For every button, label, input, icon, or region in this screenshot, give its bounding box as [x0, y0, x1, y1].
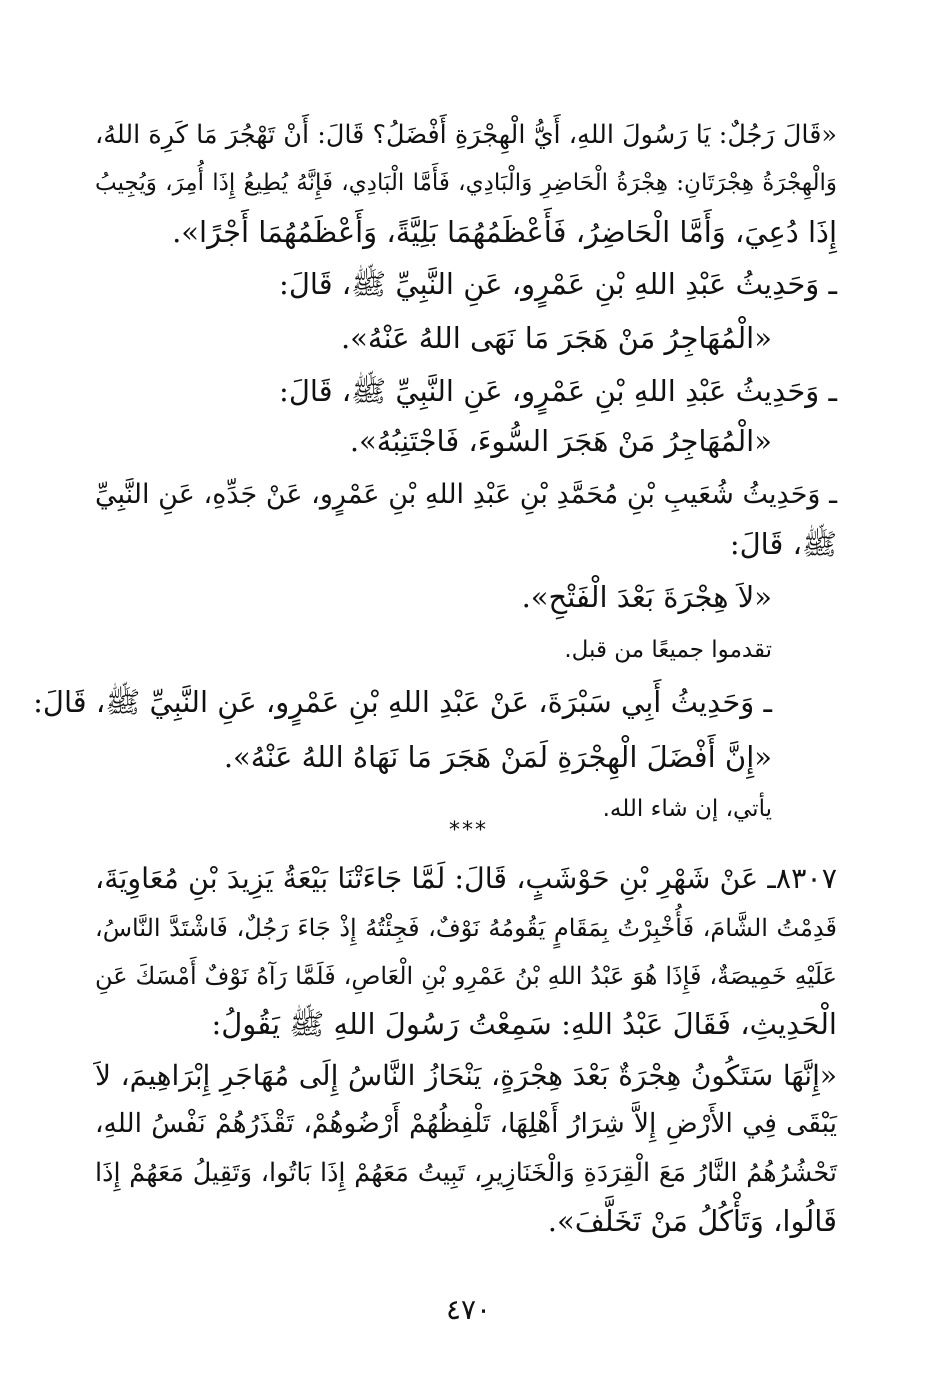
- narration-line: ﷺ، قَالَ:: [729, 527, 837, 561]
- hadith-text-line: قَالُوا، وَتَأْكُلُ مَنْ تَخَلَّفَ».: [547, 1204, 837, 1238]
- editor-note: يأتي، إن شاء الله.: [602, 796, 772, 822]
- narration-line: ـ وَحَدِيثُ أَبِي سَبْرَةَ، عَنْ عَبْدِ اللهِ بْنِ عَمْرٍو، عَنِ النَّبِيِّ ﷺ، قَالَ:: [33, 685, 772, 719]
- hadith-text-line: إِذَا دُعِيَ، وَأَمَّا الْحَاضِرُ، فَأَعْظَمُهُمَا بَلِيَّةً، وَأَعْظَمُهُمَا أَجْرًا».: [172, 215, 837, 249]
- hadith-text-line: تَحْشُرُهُمُ النَّارُ مَعَ الْقِرَدَةِ وَالْخَنَازِيرِ، تَبِيتُ مَعَهُمْ إِذَا بَاتُوا، وَتَقِيلُ مَعَهُمْ إِذَا: [95, 1158, 837, 1188]
- hadith-text-line: «إِنَّهَا سَتَكُونُ هِجْرَةٌ بَعْدَ هِجْرَةٍ، يَنْحَازُ النَّاسُ إِلَى مُهَاجَرِ إِبْرَاهِيمَ، لاَ: [95, 1059, 837, 1092]
- hadith-quote: «الْمُهَاجِرُ مَنْ هَجَرَ السُّوءَ، فَاجْتَنِبُهُ».: [349, 424, 772, 458]
- section-separator: ***: [449, 818, 488, 843]
- hadith-text-line: «قَالَ رَجُلٌ: يَا رَسُولَ اللهِ، أَيُّ الْهِجْرَةِ أَفْضَلُ؟ قَالَ: أَنْ تَهْجُرَ مَا كَرِهَ اللهُ،: [95, 120, 837, 150]
- hadith-text-line: يَبْقَى فِي الأَرْضِ إِلاَّ شِرَارُ أَهْلِهَا، تَلْفِظُهُمْ أَرْضُوهُمْ، تَقْذَرُهُمْ نَفْسُ اللهِ،: [95, 1108, 837, 1139]
- hadith-text-line: الْحَدِيثِ، فَقَالَ عَبْدُ اللهِ: سَمِعْتُ رَسُولَ اللهِ ﷺ يَقُولُ:: [211, 1007, 837, 1041]
- hadith-quote: «الْمُهَاجِرُ مَنْ هَجَرَ مَا نَهَى اللهُ عَنْهُ».: [340, 321, 772, 355]
- narration-line: ـ وَحَدِيثُ عَبْدِ اللهِ بْنِ عَمْرٍو، عَنِ النَّبِيِّ ﷺ، قَالَ:: [279, 267, 837, 301]
- hadith-quote: «لاَ هِجْرَةَ بَعْدَ الْفَتْحِ».: [521, 580, 772, 614]
- hadith-text-line: وَالْهِجْرَةُ هِجْرَتَانِ: هِجْرَةُ الْحَاضِرِ وَالْبَادِي، فَأَمَّا الْبَادِي، فَإِنَّهُ يُطِيعُ إِذَا أُمِرَ، وَيُجِيبُ: [95, 170, 837, 196]
- narration-line: ـ وَحَدِيثُ عَبْدِ اللهِ بْنِ عَمْرٍو، عَنِ النَّبِيِّ ﷺ، قَالَ:: [279, 374, 837, 408]
- hadith-text-line: قَدِمْتُ الشَّامَ، فَأُخْبِرْتُ بِمَقَامٍ يَقُومُهُ نَوْفٌ، فَجِئْتُهُ إِذْ جَاءَ رَجُلٌ، فَاشْتَدَّ النَّاسُ،: [95, 914, 837, 942]
- hadith-text-line: ٨٣٠٧ـ عَنْ شَهْرِ بْنِ حَوْشَبٍ، قَالَ: لَمَّا جَاءَتْنَا بَيْعَةُ يَزِيدَ بْنِ مُعَاوِيَةَ،: [95, 862, 837, 895]
- hadith-quote: «إِنَّ أَفْضَلَ الْهِجْرَةِ لَمَنْ هَجَرَ مَا نَهَاهُ اللهُ عَنْهُ».: [223, 740, 772, 774]
- page-number: ٤٧٠: [445, 1293, 492, 1326]
- narration-line: ـ وَحَدِيثُ شُعَيبِ بْنِ مُحَمَّدِ بْنِ عَبْدِ اللهِ بْنِ عَمْرٍو، عَنْ جَدِّهِ، عَنِ النَّبِيِّ: [95, 479, 837, 510]
- hadith-text-line: عَلَيْهِ خَمِيصَةٌ، فَإِذَا هُوَ عَبْدُ اللهِ بْنُ عَمْرِو بْنِ الْعَاصِ، فَلَمَّا رَآهُ نَوْفٌ أَمْسَكَ عَنِ: [95, 962, 837, 990]
- editor-note: تقدموا جميعًا من قبل.: [564, 637, 772, 663]
